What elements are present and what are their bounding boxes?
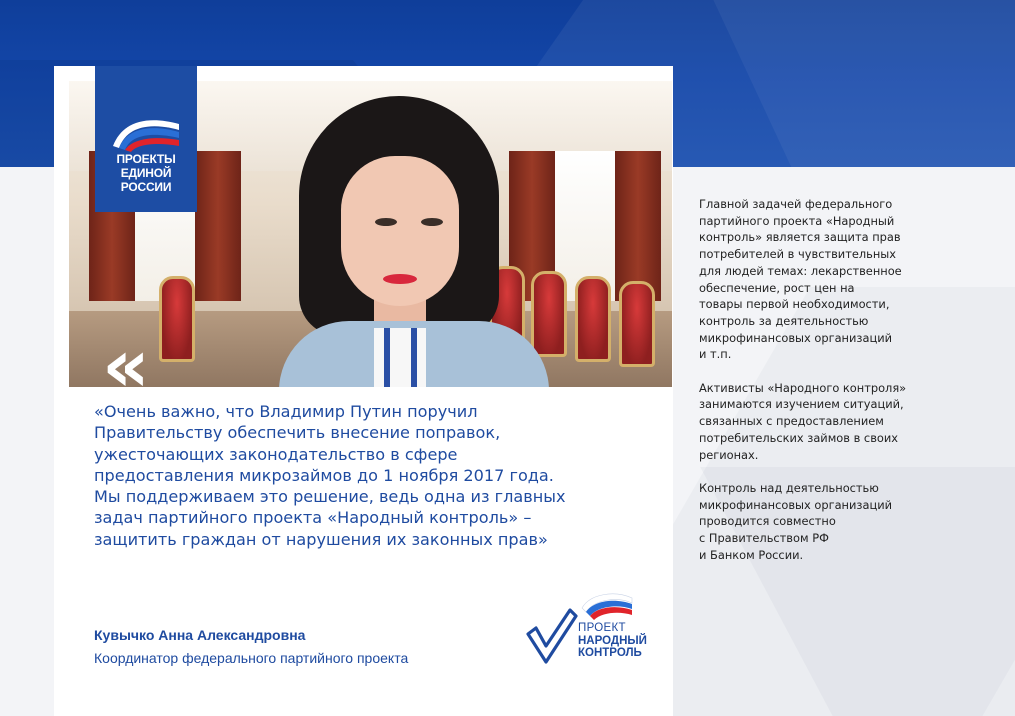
person-lanyard (384, 328, 390, 387)
flag-wave-icon (109, 114, 183, 154)
side-line: регионах. (699, 447, 759, 462)
side-line: потребительских займов в своих (699, 430, 899, 445)
badge-line: ЕДИНОЙ (120, 166, 172, 180)
portrait-person (279, 96, 549, 387)
side-line: связанных с предоставлением (699, 414, 884, 429)
photo-chair (575, 276, 611, 362)
person-eye (375, 218, 397, 226)
side-line: для людей темах: лекарственное (699, 263, 902, 278)
side-line: с Правительством РФ (699, 531, 829, 546)
side-line: Контроль над деятельностью (699, 480, 879, 495)
badge-line: РОССИИ (120, 180, 172, 194)
side-paragraph (699, 196, 929, 363)
side-line: партийного проекта «Народный (699, 213, 895, 228)
side-line: и Банком России. (699, 547, 804, 562)
side-paragraph (699, 480, 929, 564)
photo-curtain (615, 151, 661, 301)
side-line: контроль» является защита прав (699, 230, 901, 245)
photo-chair (619, 281, 655, 367)
side-line: обеспечение, рост цен на (699, 280, 855, 295)
photo-chair (159, 276, 195, 362)
quote-mark-icon: « (102, 323, 144, 409)
quote-line: защитить граждан от нарушения их законных прав» (94, 529, 548, 549)
quote-line: Мы поддерживаем это решение, ведь одна из главных (94, 487, 566, 507)
quote-line: предоставления микрозаймов до 1 ноября 2017 года. (94, 465, 554, 485)
side-line: микрофинансовых организаций (699, 330, 893, 345)
quote-line: «Очень важно, что Владимир Путин поручил (94, 402, 478, 421)
quote-line: ужесточающих законодательство в сфере (94, 444, 458, 464)
badge-line: ПРОЕКТЫ (116, 152, 176, 166)
side-line: занимаются изучением ситуаций, (699, 397, 904, 412)
side-line: проводится совместно (699, 514, 836, 529)
side-line: Главной задачей федерального (699, 197, 893, 211)
side-line: микрофинансовых организаций (699, 497, 893, 512)
people-control-logo-text (578, 622, 647, 660)
side-line: контроль за деятельностью (699, 313, 869, 328)
projects-badge-logo (95, 66, 197, 212)
side-paragraph (699, 380, 929, 464)
side-line: Активисты «Народного контроля» (699, 380, 907, 395)
author-name: Кувычко Анна Александровна (94, 627, 306, 643)
person-lanyard (411, 328, 417, 387)
person-shirt (374, 328, 426, 387)
quote-line: Правительству обеспечить внесение поправок, (94, 423, 501, 443)
logo-line: КОНТРОЛЬ (578, 647, 642, 659)
side-description (699, 196, 929, 580)
person-lips (383, 274, 417, 284)
side-line: товары первой необходимости, (699, 297, 890, 312)
logo-line: НАРОДНЫЙ (578, 634, 647, 647)
quote-text (94, 401, 654, 550)
photo-curtain (195, 151, 241, 301)
person-eye (421, 218, 443, 226)
badge-text (95, 152, 197, 194)
side-line: потребителей в чувствительных (699, 247, 897, 262)
logo-line: ПРОЕКТ (578, 622, 626, 634)
quote-line: задач партийного проекта «Народный контроль» – (94, 508, 532, 528)
author-title: Координатор федерального партийного проекта (94, 650, 409, 666)
side-line: и т.п. (699, 347, 732, 362)
